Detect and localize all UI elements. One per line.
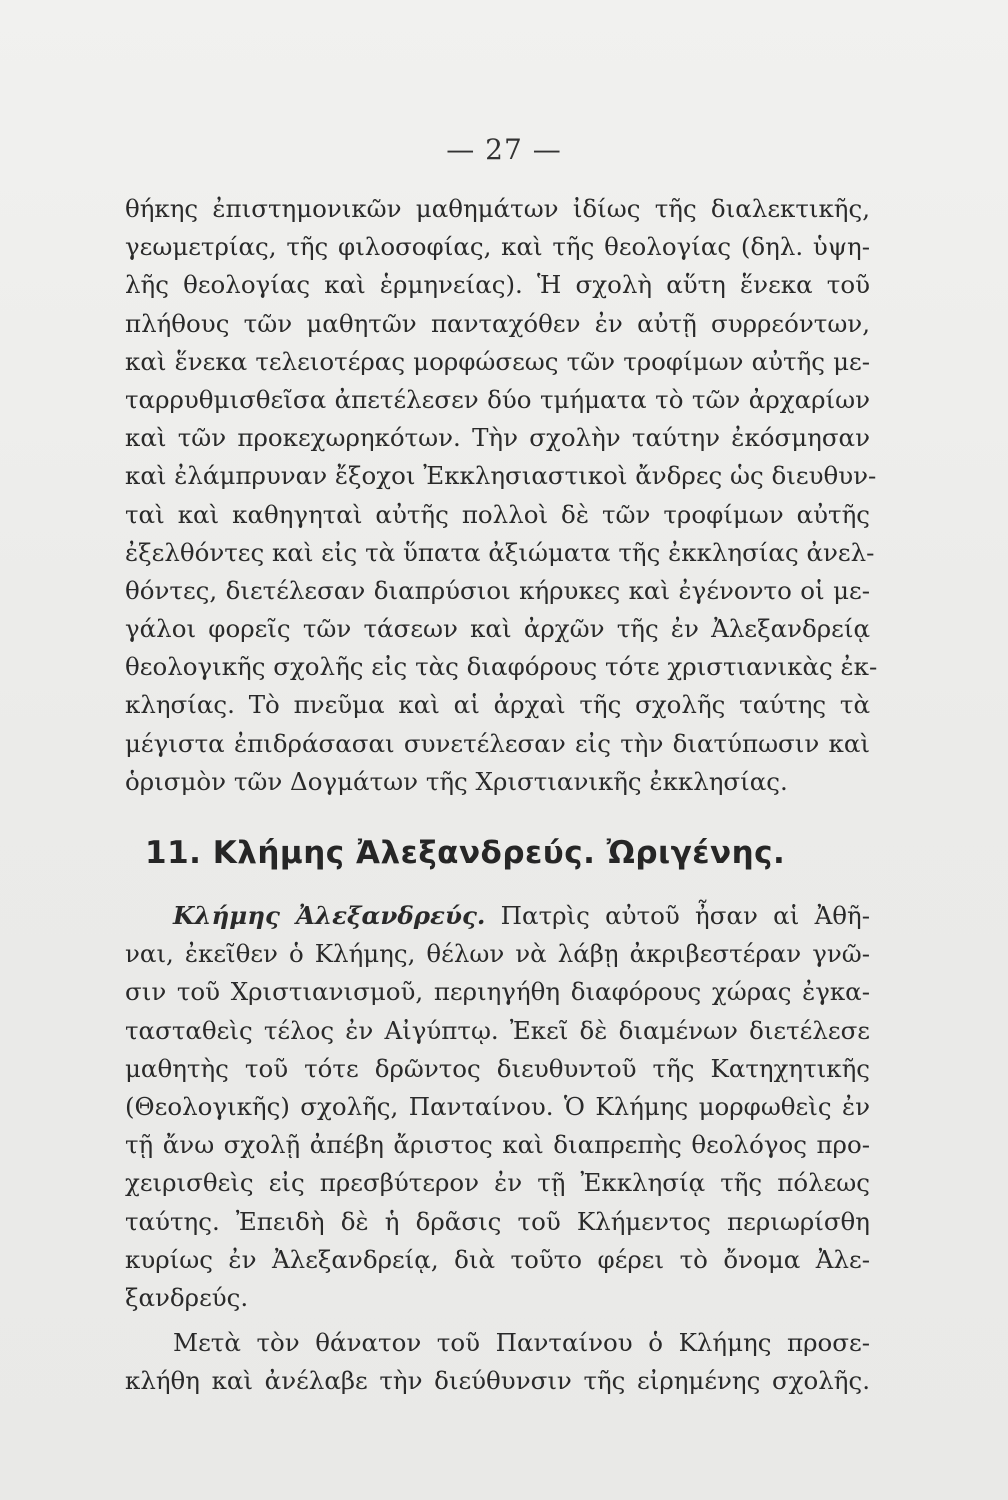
lead-term: Κλήμης Ἀλεξανδρεύς. xyxy=(173,901,486,930)
text-line: μαθητὴς τοῦ τότε δρῶντος διευθυντοῦ τῆς Κατηχητικῆς xyxy=(125,1053,870,1083)
text-line: κλησίας. Τὸ πνεῦμα καὶ αἱ ἀρχαὶ τῆς σχολῆς ταύτης τὰ xyxy=(125,690,870,720)
text-line: καὶ τῶν προκεχωρηκότων. Τὴν σχολὴν ταύτην ἐκόσμησαν xyxy=(125,423,870,453)
first-line-rest: Πατρὶς αὐτοῦ ἦσαν αἱ Ἀθῆ- xyxy=(485,901,870,930)
text-line: ξανδρεύς. xyxy=(125,1282,249,1312)
text-line: κλήθη καὶ ἀνέλαβε τὴν διεύθυνσιν τῆς εἰρημένης σχολῆς. xyxy=(125,1366,870,1396)
text-line: τασταθεὶς τέλος ἐν Αἰγύπτῳ. Ἐκεῖ δὲ διαμένων διετέλεσε xyxy=(125,1015,870,1045)
text-line: τῇ ἄνω σχολῇ ἀπέβη ἄριστος καὶ διαπρεπὴς θεολόγος προ- xyxy=(125,1130,870,1160)
text-line: θήκης ἐπιστημονικῶν μαθημάτων ἰδίως τῆς διαλεκτικῆς, xyxy=(125,194,870,223)
text-line: γάλοι φορεῖς τῶν τάσεων καὶ ἀρχῶν τῆς ἐν Ἀλεξανδρείᾳ xyxy=(125,614,870,644)
text-line: κυρίως ἐν Ἀλεξανδρείᾳ, διὰ τοῦτο φέρει τὸ ὄνομα Ἀλε- xyxy=(125,1244,870,1274)
text-line: γεωμετρίας, τῆς φιλοσοφίας, καὶ τῆς θεολογίας (δηλ. ὑψη- xyxy=(125,232,870,262)
text-line: ταρρυθμισθεῖσα ἀπετέλεσεν δύο τμήματα τὸ τῶν ἀρχαρίων xyxy=(125,384,870,414)
section-heading: 11. Κλήμης Ἀλεξανδρεύς. Ὠριγένης. xyxy=(145,835,786,871)
text-line: καὶ ἐλάμπρυναν ἔξοχοι Ἐκκλησιαστικοὶ ἄνδρες ὡς διευθυν- xyxy=(125,461,877,491)
text-line: ὁρισμὸν τῶν Δογμάτων τῆς Χριστιανικῆς ἐκκλησίας. xyxy=(125,766,788,796)
text-line-first xyxy=(125,897,870,935)
text-line: θόντες, διετέλεσαν διαπρύσιοι κήρυκες καὶ ἐγένοντο οἱ με- xyxy=(125,575,870,605)
text-line: σιν τοῦ Χριστιανισμοῦ, περιηγήθη διαφόρους χώρας ἐγκα- xyxy=(125,977,870,1007)
text-line: καὶ ἕνεκα τελειοτέρας μορφώσεως τῶν τροφίμων αὐτῆς με- xyxy=(125,346,870,376)
text-line: πλήθους τῶν μαθητῶν πανταχόθεν ἐν αὐτῇ συρρεόντων, xyxy=(125,308,870,338)
text-line: ταύτης. Ἐπειδὴ δὲ ἡ δρᾶσις τοῦ Κλήμεντος περιωρίσθη xyxy=(125,1206,870,1236)
text-line: μέγιστα ἐπιδράσασαι συνετέλεσαν εἰς τὴν διατύπωσιν καὶ xyxy=(125,728,870,758)
paragraph-catechetical-school xyxy=(125,190,878,801)
text-line: ναι, ἐκεῖθεν ὁ Κλήμης, θέλων νὰ λάβῃ ἀκριβεστέραν γνῶ- xyxy=(125,939,870,969)
text-line: ἐξελθόντες καὶ εἰς τὰ ὕπατα ἀξιώματα τῆς ἐκκλησίας ἀνελ- xyxy=(125,537,875,567)
text-line: χειρισθεὶς εἰς πρεσβύτερον ἐν τῇ Ἐκκλησίᾳ τῆς πόλεως xyxy=(125,1168,870,1198)
text-line: θεολογικῆς σχολῆς εἰς τὰς διαφόρους τότε χριστιανικὰς ἐκ- xyxy=(125,652,878,682)
page-number: — 27 — xyxy=(446,133,562,166)
text-line: λῆς θεολογίας καὶ ἑρμηνείας). Ἡ σχολὴ αὕτη ἕνεκα τοῦ xyxy=(125,270,870,300)
text-line: ταὶ καὶ καθηγηταὶ αὐτῆς πολλοὶ δὲ τῶν τροφίμων αὐτῆς xyxy=(125,499,870,529)
paragraph-clement xyxy=(125,897,870,1317)
paragraph-clement-succession xyxy=(125,1324,870,1400)
text-line: Μετὰ τὸν θάνατον τοῦ Πανταίνου ὁ Κλήμης προσε- xyxy=(173,1328,870,1357)
text-line: (Θεολογικῆς) σχολῆς, Πανταίνου. Ὁ Κλήμης μορφωθεὶς ἐν xyxy=(125,1091,870,1121)
